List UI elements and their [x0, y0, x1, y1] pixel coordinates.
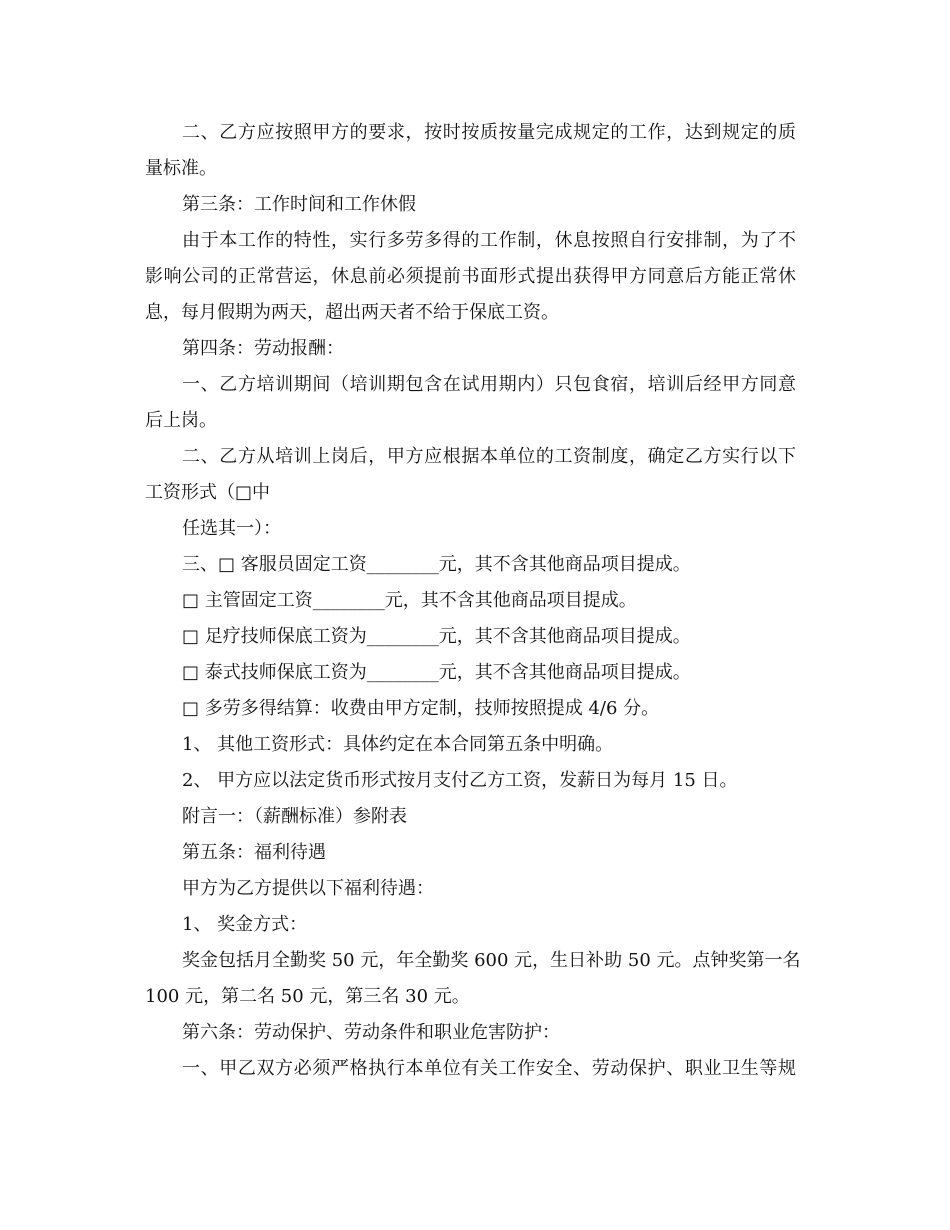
wage-option-line: □ 足疗技师保底工资为________元，其不含其他商品项目提成。 — [182, 626, 691, 647]
paragraph-line: 附言一：（薪酬标准）参附表 — [182, 806, 407, 827]
paragraph-line: 量标准。 — [145, 158, 217, 179]
paragraph-line: 二、乙方应按照甲方的要求，按时按质按量完成规定的工作，达到规定的质 — [182, 122, 796, 143]
paragraph-line: 100 元，第二名 50 元，第三名 30 元。 — [145, 986, 470, 1007]
section-heading: 第六条：劳动保护、劳动条件和职业危害防护： — [182, 1022, 560, 1043]
paragraph-line: 工资形式（□中 — [145, 482, 271, 503]
paragraph-line: 由于本工作的特性，实行多劳多得的工作制，休息按照自行安排制，为了不 — [182, 230, 796, 251]
list-item: 1、 其他工资形式：具体约定在本合同第五条中明确。 — [182, 734, 614, 755]
paragraph-line: 二、乙方从培训上岗后，甲方应根据本单位的工资制度，确定乙方实行以下 — [182, 446, 796, 467]
paragraph-line: 一、甲乙双方必须严格执行本单位有关工作安全、劳动保护、职业卫生等规 — [182, 1058, 796, 1079]
paragraph-line: 影响公司的正常营运，休息前必须提前书面形式提出获得甲方同意后方能正常休 — [145, 266, 796, 287]
list-item: 2、 甲方应以法定货币形式按月支付乙方工资，发薪日为每月 15 日。 — [182, 770, 738, 791]
paragraph-line: 甲方为乙方提供以下福利待遇： — [182, 878, 434, 899]
list-item: 1、 奖金方式： — [182, 914, 308, 935]
section-heading: 第三条：工作时间和工作休假 — [182, 194, 416, 215]
section-heading: 第四条：劳动报酬： — [182, 338, 344, 359]
paragraph-line: 奖金包括月全勤奖 50 元，年全勤奖 600 元，生日补助 50 元。点钟奖第一名 — [182, 950, 801, 971]
wage-option-line: □ 多劳多得结算：收费由甲方定制，技师按照提成 4/6 分。 — [182, 698, 660, 719]
section-heading: 第五条：福利待遇 — [182, 842, 326, 863]
paragraph-line: 任选其一）： — [182, 518, 281, 539]
wage-option-line: □ 主管固定工资________元，其不含其他商品项目提成。 — [182, 590, 637, 611]
paragraph-line: 一、乙方培训期间（培训期包含在试用期内）只包食宿，培训后经甲方同意 — [182, 374, 796, 395]
wage-option-line: □ 泰式技师保底工资为________元，其不含其他商品项目提成。 — [182, 662, 691, 683]
wage-option-line: 三、□ 客服员固定工资________元，其不含其他商品项目提成。 — [182, 554, 691, 575]
paragraph-line: 息，每月假期为两天，超出两天者不给于保底工资。 — [145, 302, 559, 323]
paragraph-line: 后上岗。 — [145, 410, 217, 431]
